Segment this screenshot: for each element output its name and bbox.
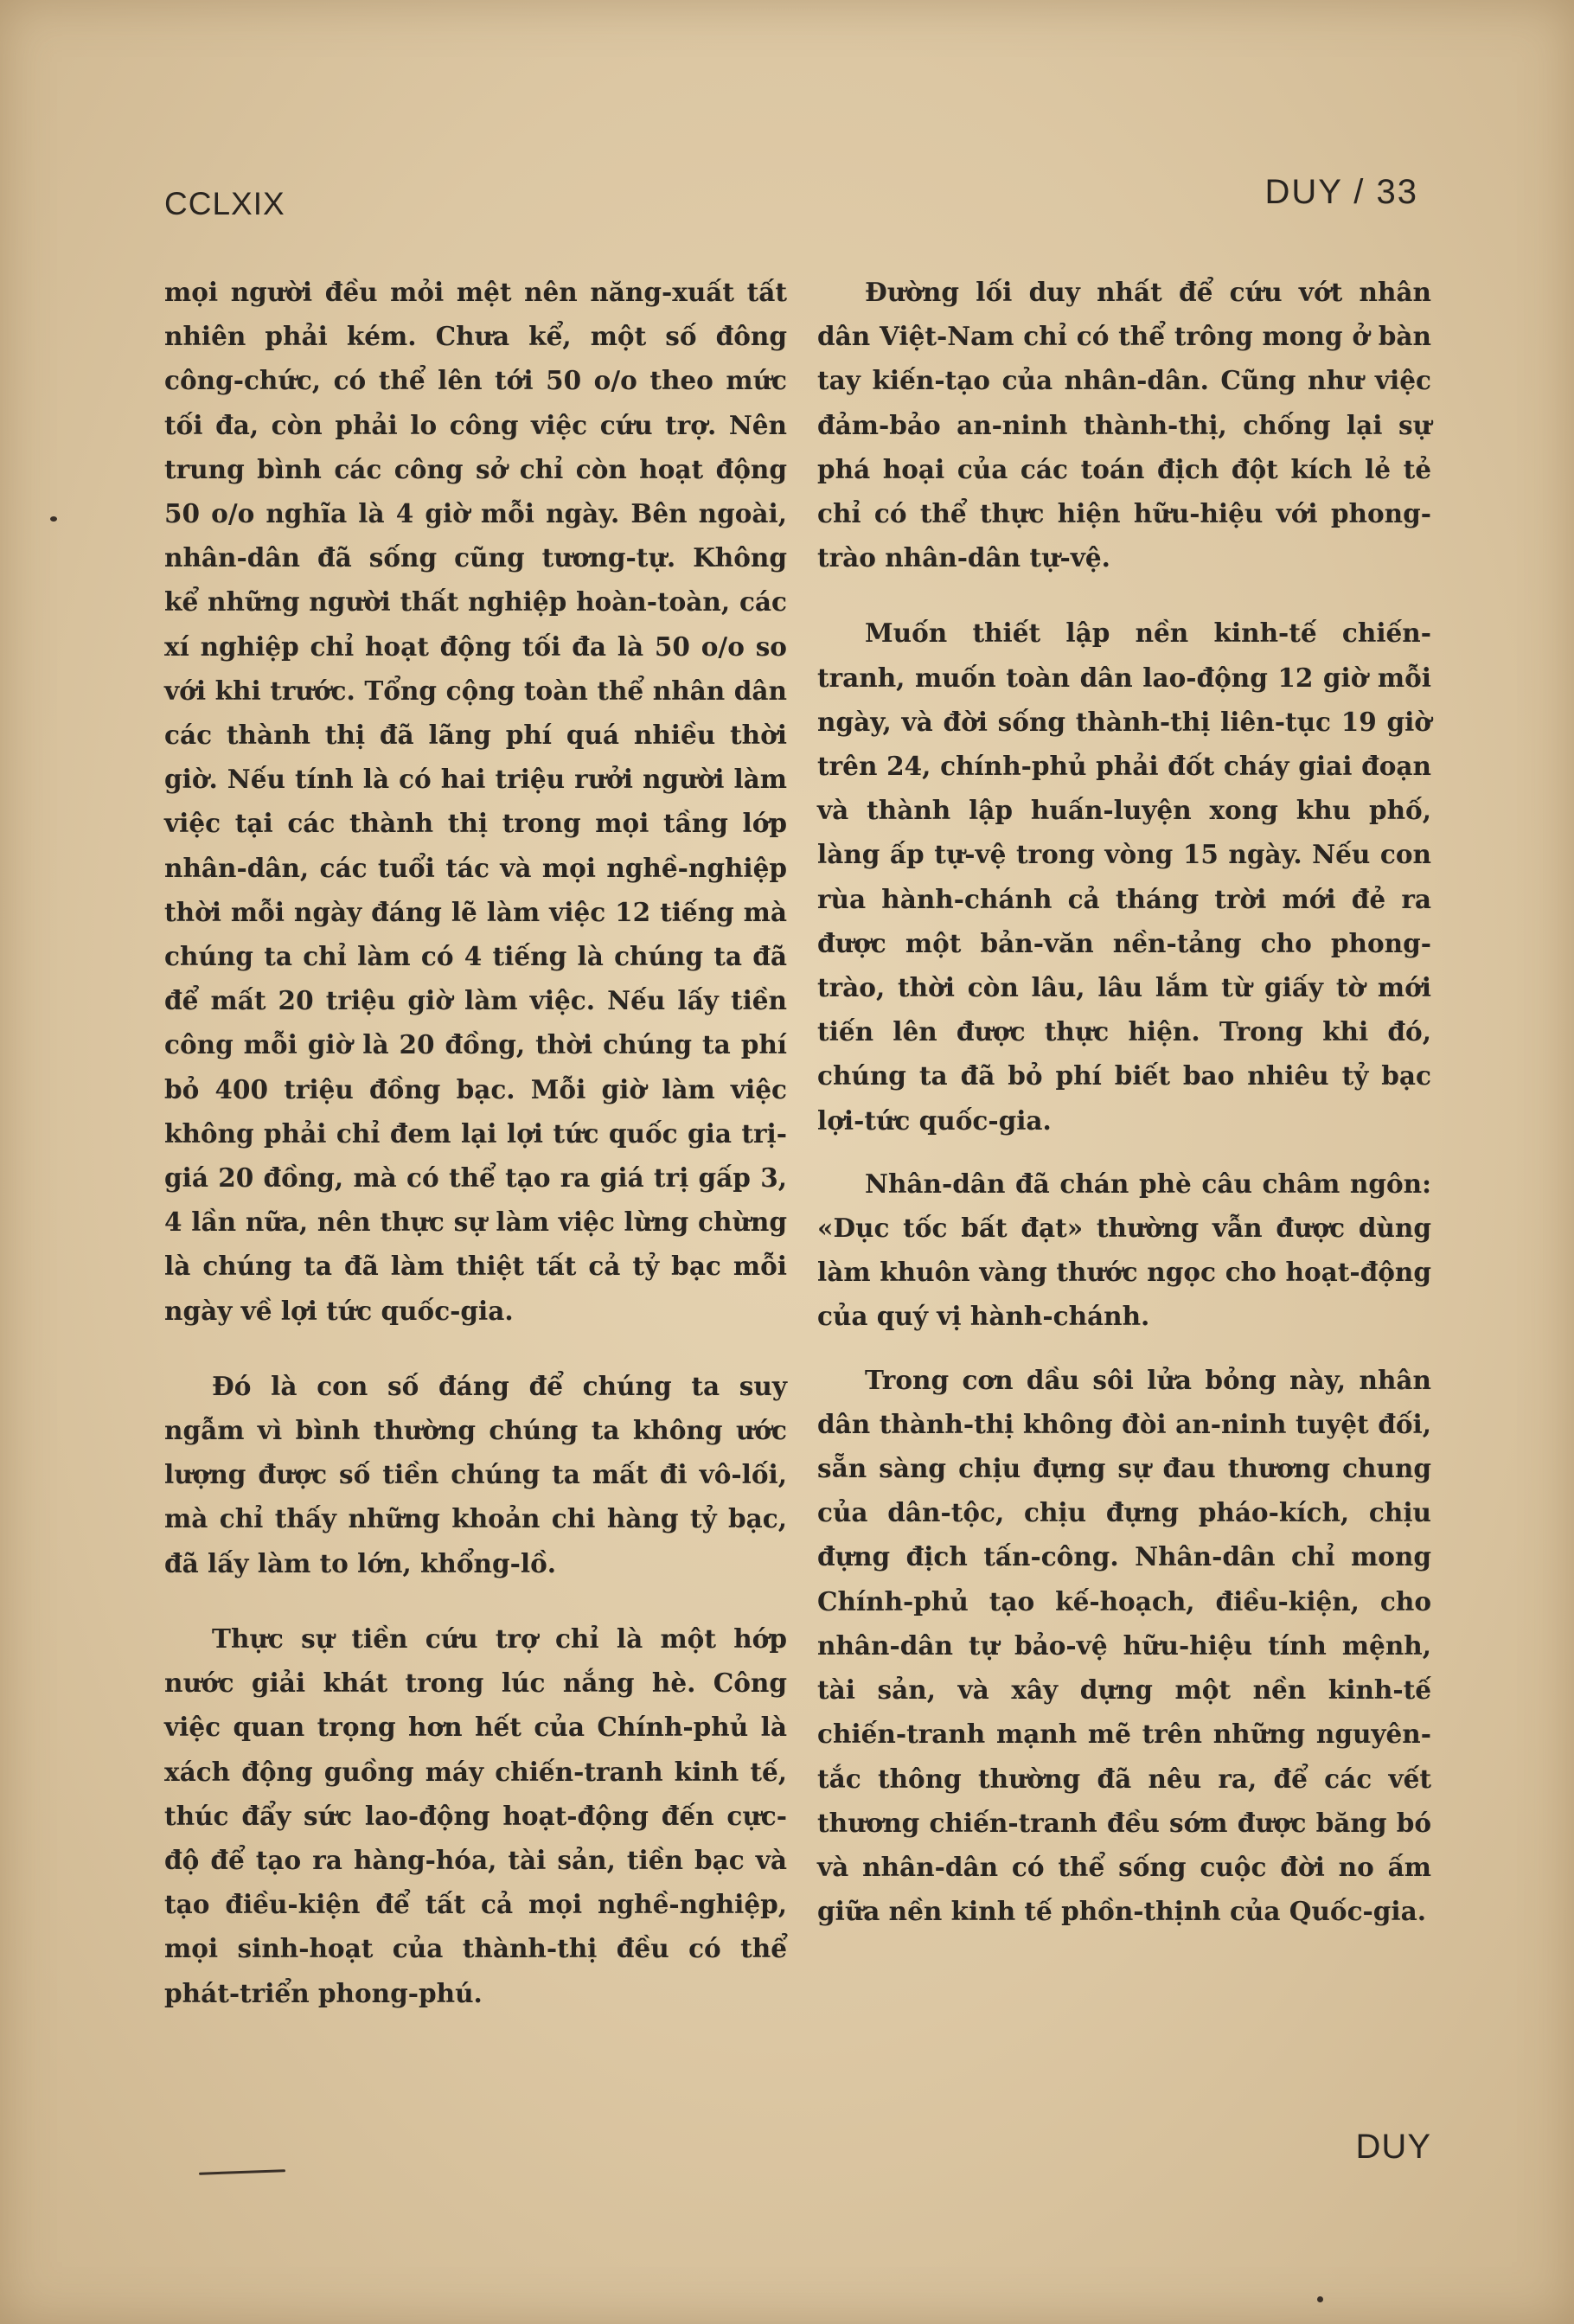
ink-mark (199, 2169, 285, 2174)
ink-spot (50, 516, 57, 522)
paragraph: Muốn thiết lập nền kinh-tế chiến-tranh, muốn toàn dân lao-động 12 giờ mỗi ngày, và đời sống thành-thị liên-tục 19 giờ trên 24, chính-phủ phải đốt cháy giai đoạn và thành lập huấn-luyện xong khu phố, làng ấp tự-vệ trong vòng 15 ngày. Nếu con rùa hành-chánh cả tháng trời mới đẻ ra được một bản-văn nền-tảng cho phong-trào, thời còn lâu, lâu lắm từ giấy tờ mới tiến lên được thực hiện. Trong khi đó, chúng ta đã bỏ phí biết bao nhiêu tỷ bạc lợi-tức quốc-gia. (817, 618, 1431, 1136)
right-column (817, 270, 1431, 1933)
page-header: DUY / 33 (1264, 173, 1418, 211)
section-number: CCLXIX (164, 186, 285, 221)
left-column (164, 270, 787, 2015)
ink-spot (1317, 2296, 1323, 2302)
paragraph: Trong cơn dầu sôi lửa bỏng này, nhân dân thành-thị không đòi an-ninh tuyệt đối, sẵn sàng chịu đựng sự đau thương chung của dân-tộc, chịu đựng pháo-kích, chịu đựng địch tấn-công. Nhân-dân chỉ mong Chính-phủ tạo kế-hoạch, điều-kiện, cho nhân-dân tự bảo-vệ hữu-hiệu tính mệnh, tài sản, và xây dựng một nền kinh-tế chiến-tranh mạnh mẽ trên những nguyên-tắc thông thường đã nêu ra, để các vết thương chiến-tranh đều sớm được băng bó và nhân-dân có thể sống cuộc đời no ấm giữa nền kinh tế phồn-thịnh của Quốc-gia. (817, 1364, 1431, 1927)
paragraph: Đường lối duy nhất để cứu vớt nhân dân Việt-Nam chỉ có thể trông mong ở bàn tay kiến-tạo của nhân-dân. Cũng như việc đảm-bảo an-ninh thành-thị, chống lại sự phá hoại của các toán địch đột kích lẻ tẻ chỉ có thể thực hiện hữu-hiệu với phong-trào nhân-dân tự-vệ. (817, 277, 1431, 573)
paragraph: Nhân-dân đã chán phè câu châm ngôn: «Dục tốc bất đạt» thường vẫn được dùng làm khuôn vàng thước ngọc cho hoạt-động của quý vị hành-chánh. (817, 1168, 1431, 1332)
paragraph: Đó là con số đáng để chúng ta suy ngẫm vì bình thường chúng ta không ước lượng được số tiền chúng ta mất đi vô-lối, mà chỉ thấy những khoản chi hàng tỷ bạc, đã lấy làm to lớn, khổng-lồ. (164, 1370, 787, 1578)
author-signature: DUY (1355, 2128, 1431, 2166)
paragraph: Thực sự tiền cứu trợ chỉ là một hớp nước giải khát trong lúc nắng hè. Công việc quan trọng hơn hết của Chính-phủ là xách động guồng máy chiến-tranh kinh tế, thúc đẩy sức lao-động hoạt-động đến cực-độ để tạo ra hàng-hóa, tài sản, tiền bạc và tạo điều-kiện để tất cả mọi nghề-nghiệp, mọi sinh-hoạt của thành-thị đều có thể phát-triển phong-phú. (164, 1623, 787, 2008)
paragraph: mọi người đều mỏi mệt nên năng-xuất tất nhiên phải kém. Chưa kể, một số đông công-chức, có thể lên tới 50 o/o theo mức tối đa, còn phải lo công việc cứu trợ. Nên trung bình các công sở chỉ còn hoạt động 50 o/o nghĩa là 4 giờ mỗi ngày. Bên ngoài, nhân-dân đã sống cũng tương-tự. Không kể những người thất nghiệp hoàn-toàn, các xí nghiệp chỉ hoạt động tối đa là 50 o/o so với khi trước. Tổng cộng toàn thể nhân dân các thành thị đã lãng phí quá nhiều thời giờ. Nếu tính là có hai triệu rưởi người làm việc tại các thành thị trong mọi tầng lớp nhân-dân, các tuổi tác và mọi nghề-nghiệp thời mỗi ngày đáng lẽ làm việc 12 tiếng mà chúng ta chỉ làm có 4 tiếng là chúng ta đã để mất 20 triệu giờ làm việc. Nếu lấy tiền công mỗi giờ là 20 đồng, thời chúng ta phí bỏ 400 triệu đồng bạc. Mỗi giờ làm việc không phải chỉ đem lại lợi tức quốc gia trị-giá 20 đồng, mà có thể tạo ra giá trị gấp 3, 4 lần nữa, nên thực sự làm việc lừng chừng là chúng ta đã làm thiệt tất cả tỷ bạc mỗi ngày về lợi tức quốc-gia. (164, 277, 787, 1326)
